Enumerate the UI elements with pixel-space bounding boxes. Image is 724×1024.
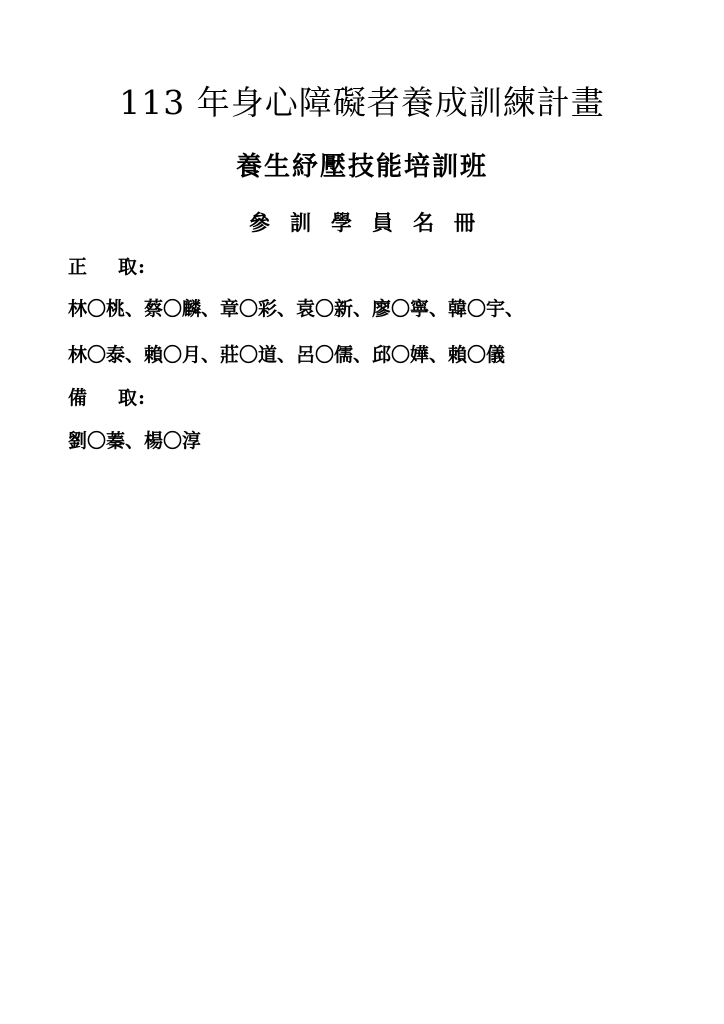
document-subtitle: 養生紓壓技能培訓班 — [235, 152, 488, 182]
waitlist-heading-char-2: 取: — [118, 387, 147, 409]
waitlist-names-line-1: 劉〇蓁、楊〇淳 — [68, 430, 202, 452]
document-title: 113 年身心障礙者養成訓練計畫 — [119, 83, 605, 122]
admitted-heading-char-1: 正 — [68, 256, 89, 278]
roster-title: 參訓學員名冊 — [249, 210, 495, 235]
admitted-heading-char-2: 取: — [118, 256, 147, 278]
waitlist-heading-char-1: 備 — [68, 387, 89, 409]
admitted-names-line-1: 林〇桃、蔡〇麟、章〇彩、袁〇新、廖〇寧、韓〇宇、 — [68, 298, 525, 320]
waitlist-heading — [68, 384, 146, 412]
admitted-names-line-2: 林〇泰、賴〇月、莊〇道、呂〇儒、邱〇嬅、賴〇儀 — [68, 344, 506, 366]
admitted-heading — [68, 253, 146, 281]
